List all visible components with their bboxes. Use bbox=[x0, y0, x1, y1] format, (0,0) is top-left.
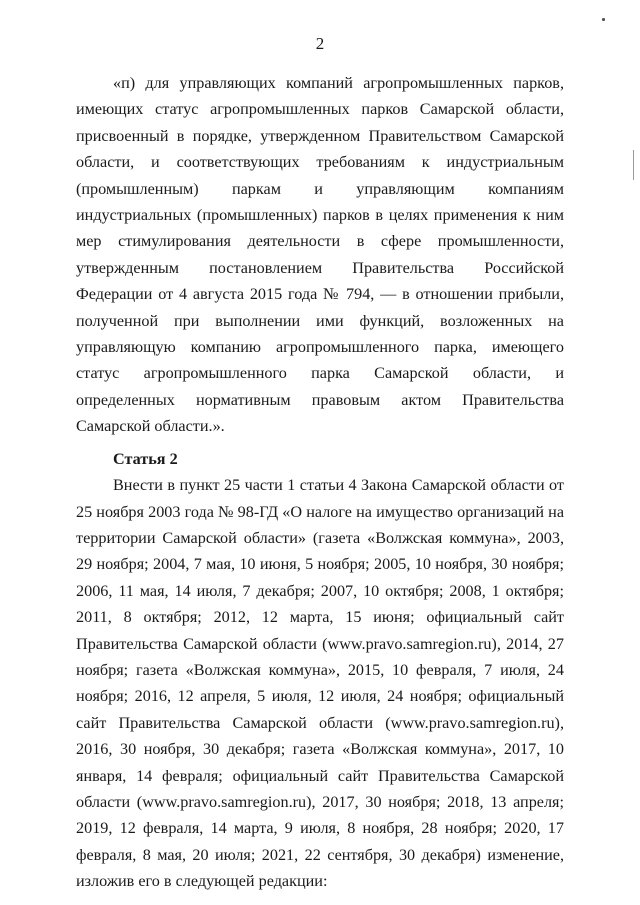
scan-edge-mark bbox=[633, 150, 634, 180]
article-2-paragraph: Внести в пункт 25 части 1 статьи 4 Закона Самарской области от 25 ноября 2003 года № 98-ГД «О налоге на имущество организаций на территории Самарской области» (газета «Волжская коммуна», 2003, 29 ноября; 2004, 7 мая, 10 июня, 5 ноября; 2005, 10 ноября, 30 ноября; 2006, 11 мая, 14 июля, 7 декабря; 2007, 10 октября; 2008, 1 октября; 2011, 8 октября; 2012, 12 марта, 15 июня; официальный сайт Правительства Самарской области (www.pravo.samregion.ru), 2014, 27 ноября; газета «Волжская коммуна», 2015, 10 февраля, 7 июля, 24 ноября; 2016, 12 апреля, 5 июля, 12 июля, 24 ноября; официальный сайт Правительства Самарской области (www.pravo.samregion.ru), 2016, 30 ноября, 30 декабря; газета «Волжская коммуна», 2017, 10 января, 14 февраля; официальный сайт Правительства Самарской области (www.pravo.samregion.ru), 2017, 30 ноября; 2018, 13 апреля; 2019, 12 февраля, 14 марта, 9 июля, 8 ноября, 28 ноября; 2020, 17 февраля, 8 мая, 20 июля; 2021, 22 сентября, 30 декабря) изменение, изложив его в следующей редакции: bbox=[76, 476, 564, 891]
document-body bbox=[76, 70, 564, 895]
article-heading: Статья 2 bbox=[113, 449, 178, 468]
scan-speck bbox=[602, 18, 605, 21]
page-number: 2 bbox=[315, 34, 325, 53]
amendment-paragraph: «п) для управляющих компаний агропромышленных парков, имеющих статус агропромышленных парков Самарской области, присвоенный в порядке, утвержденном Правительством Самарской области, и соответствующих требованиям к индустриальным (промышленным) паркам и управляющим компаниям индустриальных (промышленных) парков в целях применения к ним мер стимулирования деятельности в сфере промышленности, утвержденным постановлением Правительства Российской Федерации от 4 августа 2015 года № 794, — в отношении прибыли, полученной при выполнении ими функций, возложенных на управляющую компанию агропромышленного парка, имеющего статус агропромышленного парка Самарской области, и определенных нормативным правовым актом Правительства Самарской области.». bbox=[76, 74, 564, 436]
